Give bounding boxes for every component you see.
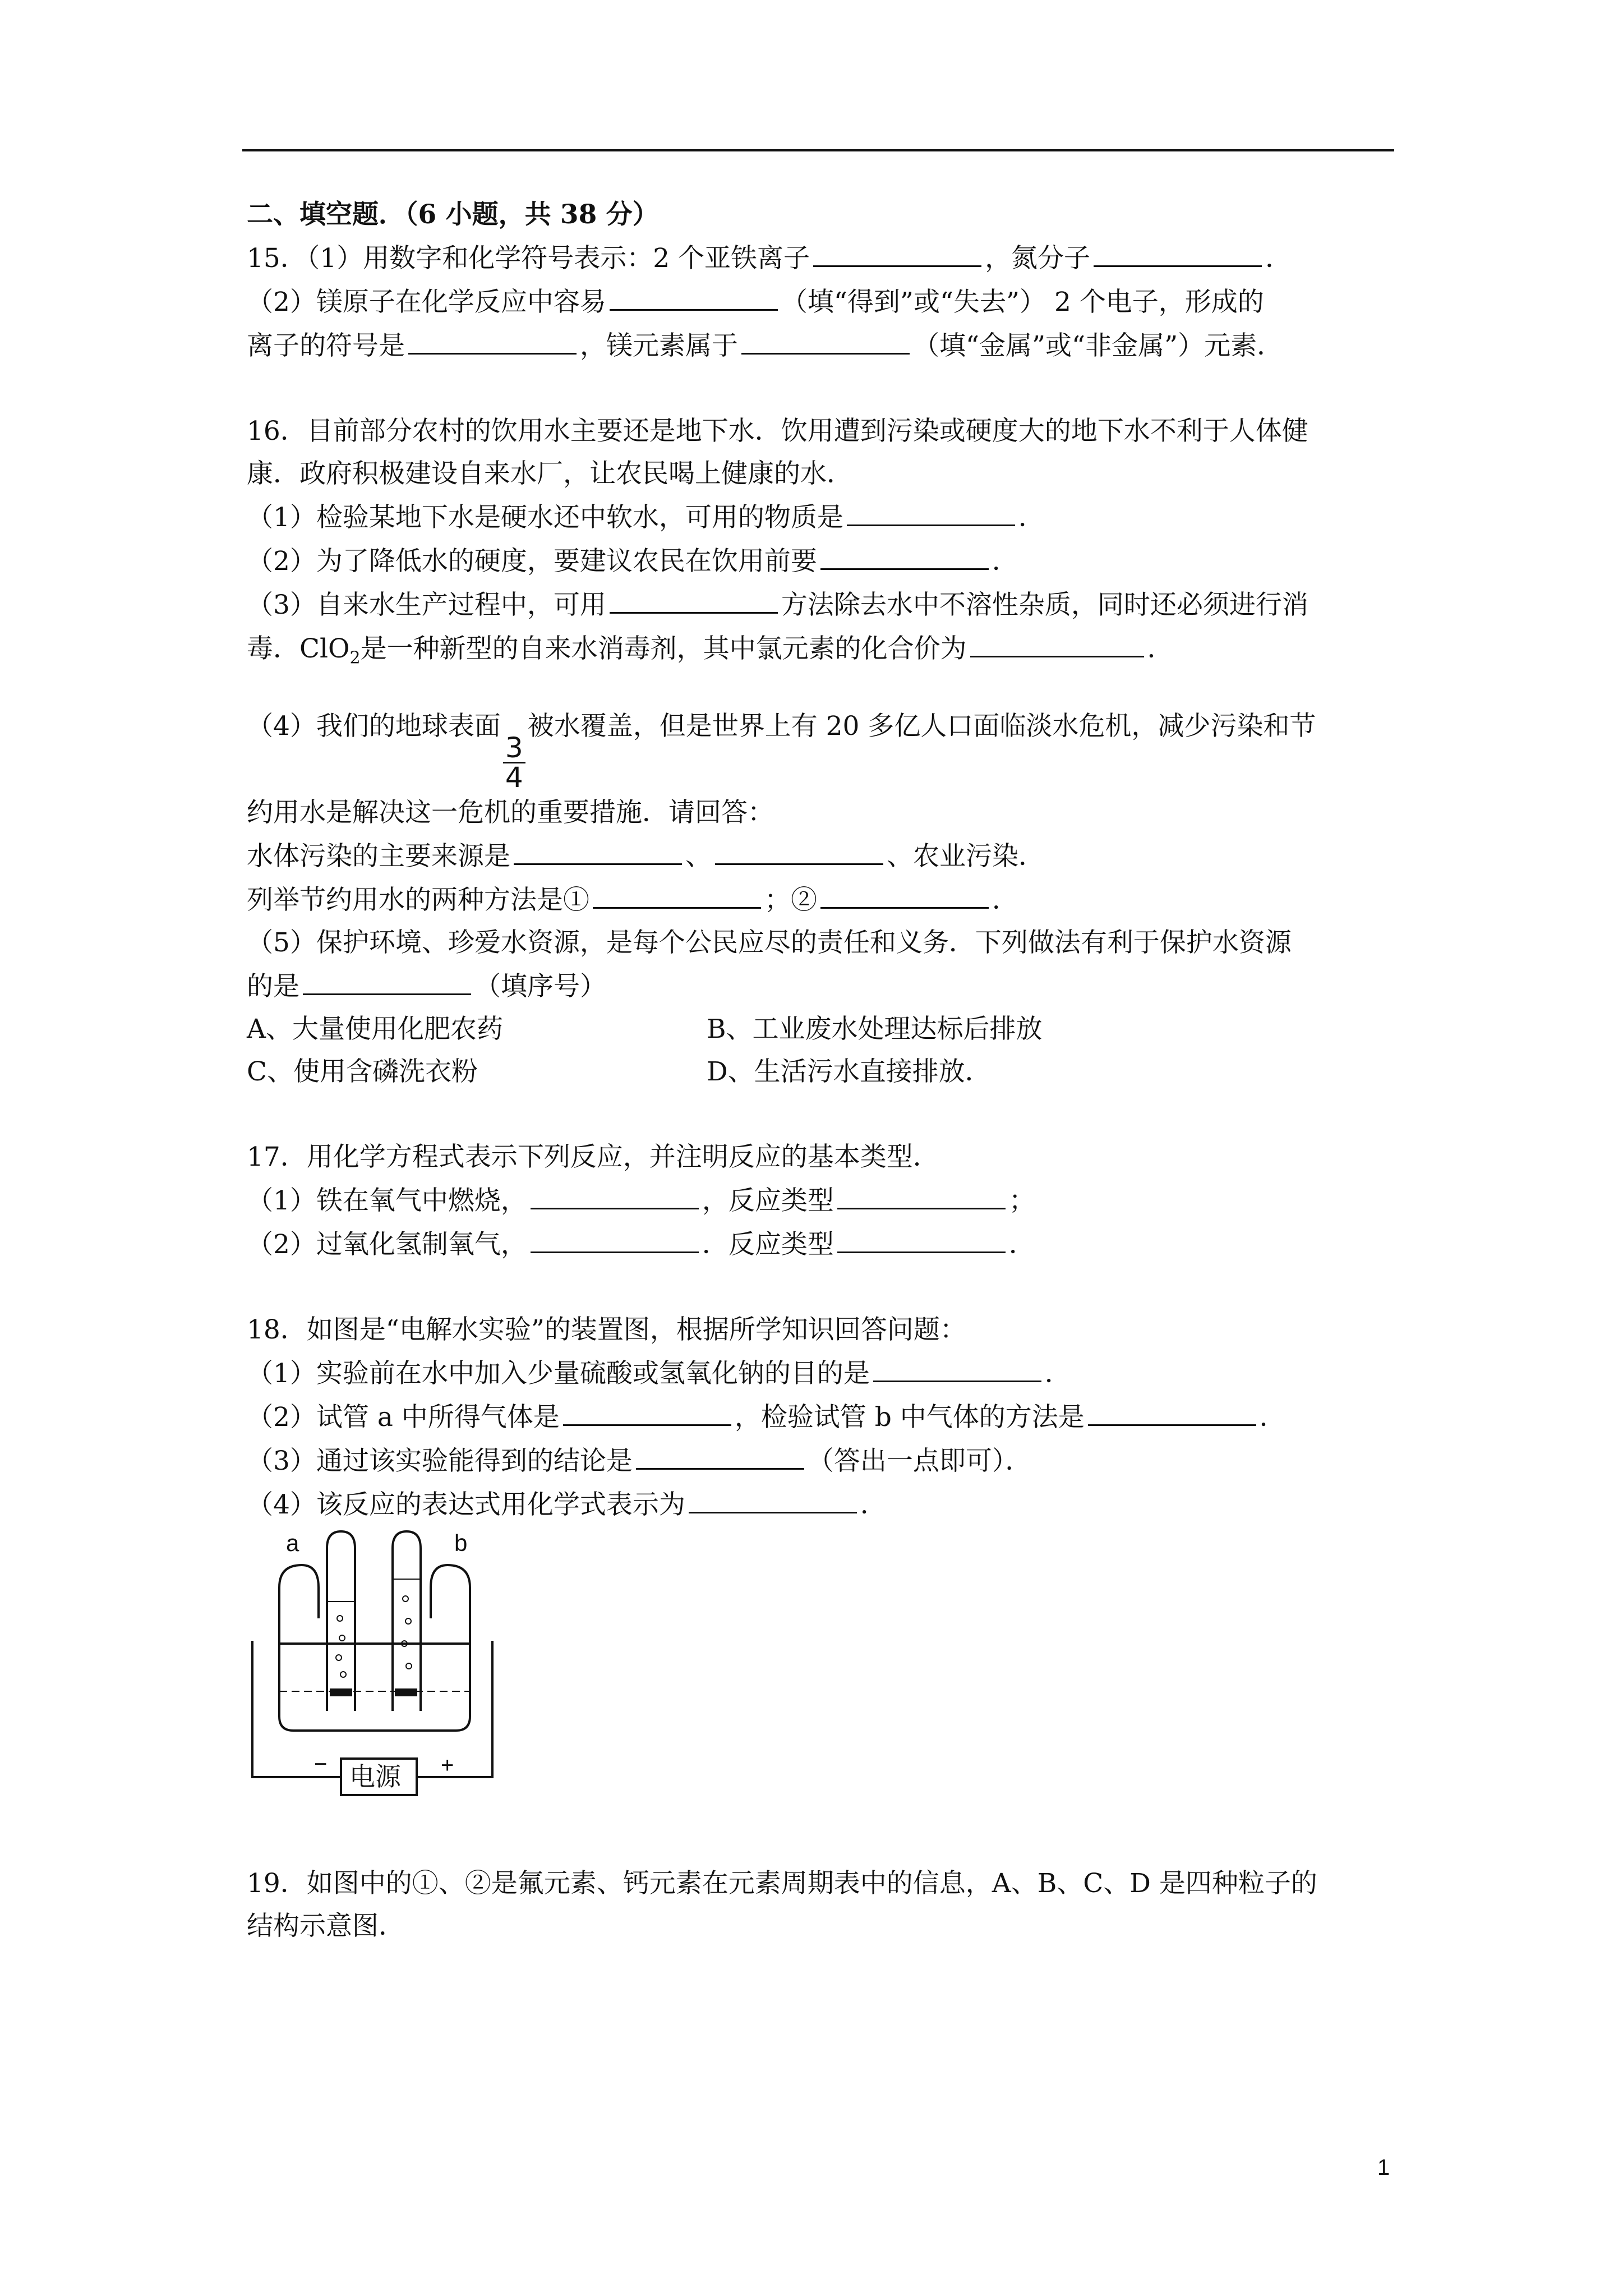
electrolysis-apparatus-figure [246,1503,509,1812]
answer-blank[interactable] [820,539,989,570]
option-a: A、大量使用化肥农药 [247,1014,503,1045]
header-rule [242,149,1394,151]
fraction-three-quarters: $\frac{3}{4}$ [503,734,525,792]
wire-bottom-right [417,1641,492,1777]
q16-part5b: 的是 （填序号） [247,964,1402,1008]
plus-sign: + [441,1753,454,1778]
q19-line2: 结构示意图． [247,1911,405,1941]
q16-options-row2 [247,1051,1402,1093]
q16-intro-line1: 16．目前部分农村的饮用水主要还是地下水．饮用遭到污染或硬度大的地下水不利于人体健 [247,416,1308,447]
option-d: D、生活污水直接排放． [707,1056,992,1088]
q19-line1: 19．如图中的①、②是氟元素、钙元素在元素周期表中的信息，A、B、C、D 是四种粒子的 [247,1868,1317,1899]
q17-intro: 17．用化学方程式表示下列反应，并注明反应的基本类型． [247,1142,939,1173]
q16-options-row1 [247,1008,1402,1051]
answer-blank[interactable] [837,1222,1006,1253]
q15-line1: 15．（1）用数字和化学符号表示：2 个亚铁离子 ，氮分子 ． [247,236,1402,280]
q16-part3a: （3）自来水生产过程中，可用 方法除去水中不溶性杂质，同时还必须进行消 [247,583,1402,627]
q16-part5a: （5）保护环境、珍爱水资源，是每个公民应尽的责任和义务．下列做法有利于保护水资源 [247,927,1292,959]
answer-blank[interactable] [715,834,883,865]
q18-part2: （2）试管 a 中所得气体是 ，检验试管 b 中气体的方法是 ． [247,1395,1402,1439]
power-source-label: 电源 [349,1761,401,1792]
answer-blank[interactable] [531,1222,699,1253]
answer-blank[interactable] [837,1179,1006,1209]
test-tube-b [393,1531,421,1711]
answer-blank[interactable] [689,1483,857,1513]
wire-right [431,1565,470,1644]
electrode-left [330,1688,352,1696]
electrode-right [395,1688,417,1696]
option-c: C、使用含磷洗衣粉 [247,1056,478,1088]
answer-blank[interactable] [563,1395,731,1426]
q17-part1: （1）铁在氧气中燃烧， ，反应类型 ； [247,1179,1402,1222]
answer-blank[interactable] [636,1439,804,1470]
answer-blank[interactable] [593,878,761,909]
q18-part4: （4）该反应的表达式用化学式表示为 ． [247,1483,1402,1526]
page-number: 1 [1377,2155,1390,2180]
answer-blank[interactable] [408,324,577,355]
electrolysis-diagram [246,1503,509,1812]
q16-part3b: 毒．ClO$_2$是一种新型的自来水消毒剂，其中氯元素的化合价为 ． [247,627,1402,679]
section-title: 二、填空题．（6 小题，共 38 分） [247,199,659,230]
q16-part4d: 列举节约用水的两种方法是① ；② ． [247,878,1402,922]
option-b: B、工业废水处理达标后排放 [707,1014,1043,1045]
wire-left [279,1565,319,1644]
q16-part4c: 水体污染的主要来源是 、 、农业污染． [247,834,1402,878]
answer-blank[interactable] [873,1351,1041,1382]
label-a: a [286,1530,299,1556]
answer-blank[interactable] [813,236,981,267]
label-b: b [454,1530,468,1556]
answer-blank[interactable] [741,324,910,355]
q18-part1: （1）实验前在水中加入少量硫酸或氢氧化钠的目的是 ． [247,1351,1402,1395]
answer-blank[interactable] [820,878,989,909]
q15-line2: （2）镁原子在化学反应中容易 （填“得到”或“失去”） 2 个电子，形成的 [247,280,1402,324]
minus-sign: − [314,1752,328,1777]
q15-line3: 离子的符号是 ，镁元素属于 （填“金属”或“非金属”）元素． [247,324,1402,367]
answer-blank[interactable] [514,834,682,865]
q19-block [247,1862,1402,1948]
page-body [247,194,1402,1526]
q18-intro: 18．如图是“电解水实验”的装置图，根据所学知识回答问题： [247,1314,966,1346]
q16-intro-line2: 康．政府积极建设自来水厂，让农民喝上健康的水． [247,458,853,489]
answer-blank[interactable] [847,495,1015,526]
answer-blank[interactable] [610,583,778,614]
q17-part2: （2）过氧化氢制氧气， ．反应类型 ． [247,1222,1402,1266]
beaker [279,1644,470,1731]
answer-blank[interactable] [1094,236,1262,267]
q18-part3: （3）通过该实验能得到的结论是 （答出一点即可）． [247,1439,1402,1483]
answer-blank[interactable] [1088,1395,1256,1426]
answer-blank[interactable] [610,280,778,311]
q16-part2: （2）为了降低水的硬度，要建议农民在饮用前要 ． [247,539,1402,583]
q16-part1: （1）检验某地下水是硬水还中软水，可用的物质是 ． [247,495,1402,539]
q16-part4b: 约用水是解决这一危机的重要措施．请回答： [247,797,774,829]
q16-part4a: （4）我们的地球表面 $\frac{3}{4}$ 被水覆盖，但是世界上有 20 多亿人口面临淡水危机，减少污染和节 [247,711,1316,794]
answer-blank[interactable] [303,964,471,995]
answer-blank[interactable] [970,627,1144,657]
answer-blank[interactable] [531,1179,699,1209]
